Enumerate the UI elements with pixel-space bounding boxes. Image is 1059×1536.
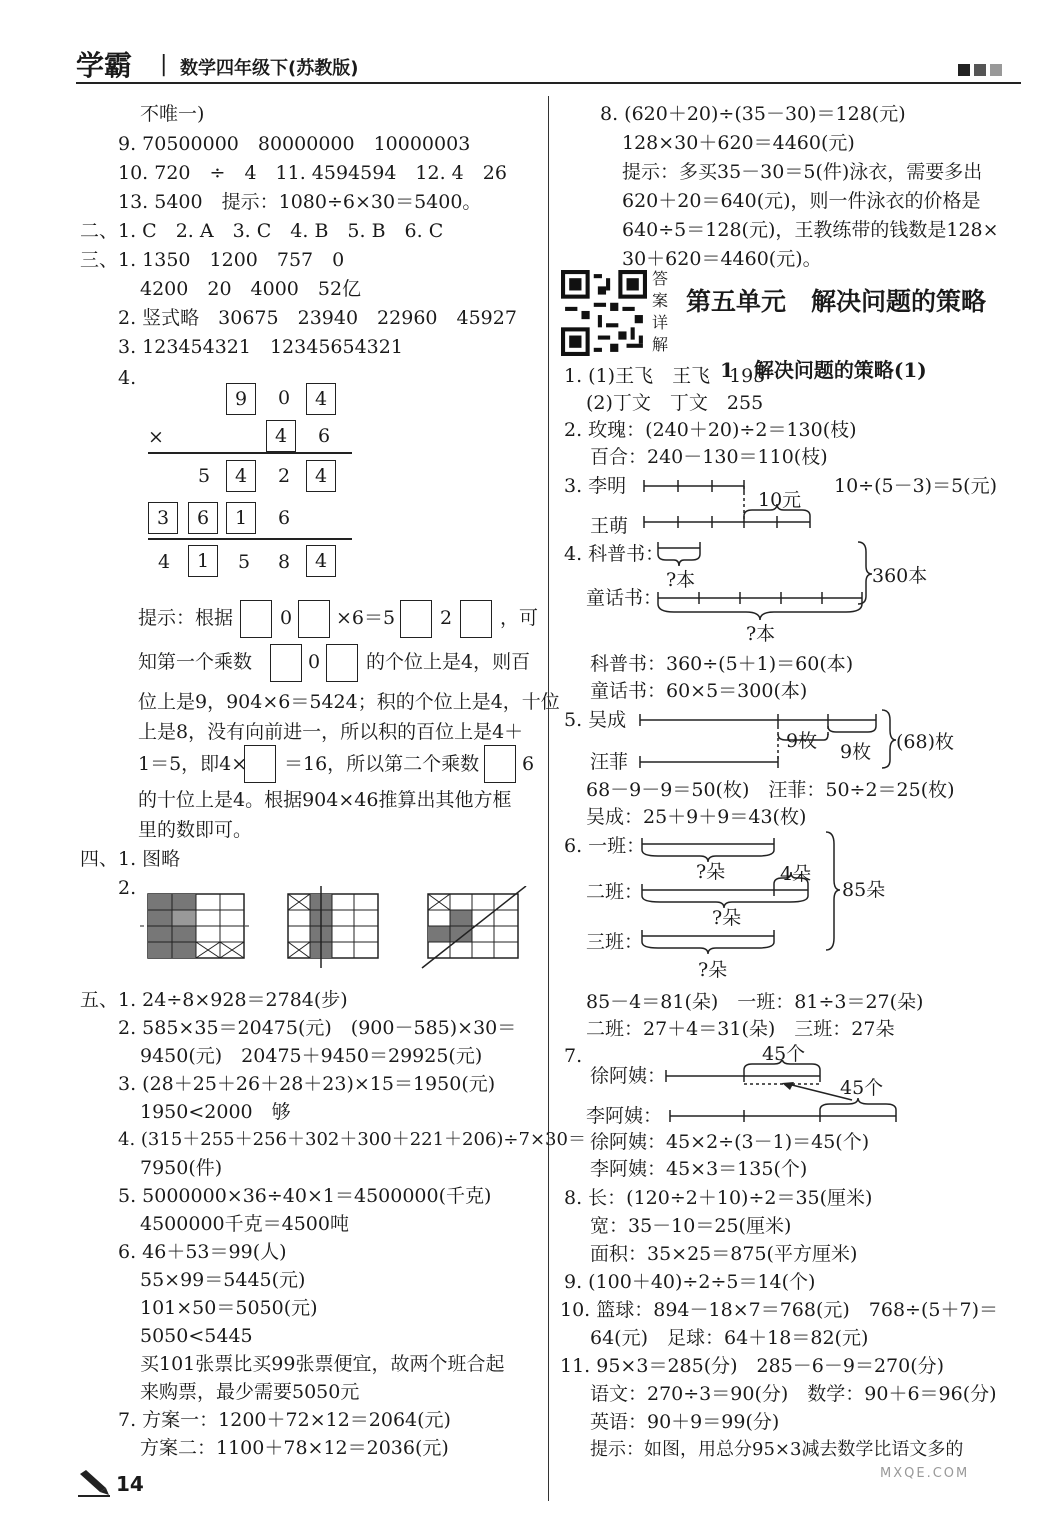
hint-text: ，可 bbox=[500, 607, 539, 629]
header-square-3 bbox=[990, 64, 1002, 76]
diagram-label: 3. 李明 bbox=[564, 475, 627, 497]
hint-text: 知第一个乘数 bbox=[138, 651, 253, 673]
blank-box bbox=[298, 600, 330, 638]
diagram-label: 6. 一班： bbox=[564, 835, 646, 857]
diagram-label: 4. 科普书： bbox=[564, 543, 665, 565]
diagram-tag: 45个 bbox=[840, 1077, 884, 1099]
answer-line: 面积：35×25＝875(平方厘米) bbox=[590, 1243, 858, 1265]
answer-line: 4500000千克＝4500吨 bbox=[140, 1213, 349, 1235]
answer-line: 李阿姨：45×3＝135(个) bbox=[590, 1158, 808, 1180]
answer-line: 百合：240－130＝110(枝) bbox=[590, 446, 828, 468]
hint-text: 的十位上是4。根据904×46推算出其他方框 bbox=[138, 789, 512, 811]
hint-text: 30＋620＝4460(元)。 bbox=[622, 248, 822, 270]
puzzle-box: 1 bbox=[226, 502, 256, 534]
blank-box bbox=[326, 644, 358, 682]
answer-line: 2. 585×35＝20475(元) (900－585)×30＝ bbox=[118, 1017, 517, 1039]
answer-line: 语文：270÷3＝90(分) 数学：90＋6＝96(分) bbox=[590, 1383, 997, 1405]
answer-line: 不唯一) bbox=[140, 103, 205, 125]
hint-text: 提示：根据 bbox=[138, 607, 234, 629]
hint-text: 提示：多买35－30＝5(件)泳衣，需要多出 bbox=[622, 161, 983, 183]
answer-line: 2. 竖式略 30675 23940 22960 45927 bbox=[118, 307, 517, 329]
section-5-answer: 五、1. 24÷8×928＝2784(步) bbox=[80, 989, 348, 1011]
answer-line: 童话书：60×5＝300(本) bbox=[590, 680, 808, 702]
answer-line: 7. bbox=[564, 1045, 583, 1067]
brand-logo: 学霸 bbox=[76, 49, 133, 82]
puzzle-digit: 8 bbox=[278, 551, 291, 573]
diagram-tag: 45个 bbox=[762, 1043, 806, 1065]
diagram-tag: 10元 bbox=[758, 489, 802, 511]
answer-line: 3. 123454321 12345654321 bbox=[118, 336, 403, 358]
hint-text: ×6＝5 bbox=[336, 607, 396, 629]
book-title: 数学四年级下(苏教版) bbox=[180, 58, 359, 79]
answer-line: 7. 方案一：1200＋72×12＝2064(元) bbox=[118, 1409, 451, 1431]
diagram-tag: ?朵 bbox=[696, 861, 726, 883]
header-square-2 bbox=[974, 64, 986, 76]
answer-line: 85－4＝81(朵) 一班：81÷3＝27(朵) bbox=[586, 991, 924, 1013]
puzzle-box: 4 bbox=[266, 420, 296, 452]
puzzle-box: 9 bbox=[226, 383, 256, 415]
rule bbox=[148, 538, 352, 540]
answer-line: 55×99＝5445(元) bbox=[140, 1269, 306, 1291]
answer-line: 2. 玫瑰：(240＋20)÷2＝130(枝) bbox=[564, 419, 857, 441]
diagram-label: 5. 吴成 bbox=[564, 709, 627, 731]
grid-1 bbox=[140, 894, 252, 958]
hint-text: 1＝5，即4× bbox=[138, 753, 248, 775]
watermark: MXQE.COM bbox=[880, 1466, 970, 1481]
blank-box bbox=[400, 600, 432, 638]
answer-line: 买101张票比买99张票便宜，故两个班合起 bbox=[140, 1353, 505, 1375]
diagram-label: 汪菲 bbox=[590, 751, 629, 773]
page-number: 14 bbox=[116, 1472, 144, 1496]
answer-line: 13. 5400 提示：1080÷6×30＝5400。 bbox=[118, 191, 482, 213]
puzzle-box: 4 bbox=[306, 383, 336, 415]
hint-text: ＝16，所以第二个乘数 bbox=[284, 753, 480, 775]
hint-text: 上是8，没有向前进一，所以积的百位上是4＋ bbox=[138, 721, 524, 743]
puzzle-digit: 5 bbox=[238, 551, 251, 573]
diagram-label: 李阿姨： bbox=[586, 1105, 663, 1127]
answer-line: 10. 篮球：894－18×7＝768(元) 768÷(5＋7)＝ bbox=[560, 1299, 998, 1321]
puzzle-box: 6 bbox=[188, 502, 218, 534]
puzzle-digit: 4 bbox=[158, 551, 171, 573]
answer-line: 1. (1)王飞 王飞 195 bbox=[564, 365, 766, 387]
hint-text: 2 bbox=[440, 607, 453, 629]
qr-caption: 答案详解 bbox=[652, 269, 669, 354]
diagram-tag: 360本 bbox=[872, 565, 928, 587]
answer-line: 宽：35－10＝25(厘米) bbox=[590, 1215, 792, 1237]
blank-box bbox=[460, 600, 492, 638]
diagram-tag: ?朵 bbox=[698, 959, 728, 981]
blank-box bbox=[270, 644, 302, 682]
puzzle-digit: 6 bbox=[278, 507, 291, 529]
diagram-tag: ?朵 bbox=[712, 907, 742, 929]
answer-line: 方案二：1100＋78×12＝2036(元) bbox=[140, 1437, 449, 1459]
puzzle-box: 3 bbox=[148, 502, 178, 534]
answer-line: 1950<2000 够 bbox=[140, 1101, 291, 1123]
puzzle-digit: 0 bbox=[278, 387, 291, 409]
symmetry-grids-figure bbox=[140, 886, 540, 976]
header-rule bbox=[76, 82, 1021, 84]
answer-line: 来购票，最少需要5050元 bbox=[140, 1381, 360, 1403]
diagram-label: 二班： bbox=[586, 881, 644, 903]
diagram-tag: (68)枚 bbox=[896, 731, 955, 753]
answer-line: 68－9－9＝50(枚) 汪菲：50÷2＝25(枚) bbox=[586, 779, 955, 801]
grid-3 bbox=[422, 886, 526, 968]
blank-box bbox=[244, 745, 276, 783]
puzzle-digit: 6 bbox=[318, 425, 331, 447]
hint-text: 6 bbox=[522, 753, 535, 775]
answer-line: 6. 46＋53＝99(人) bbox=[118, 1241, 287, 1263]
diagram-label: 徐阿姨： bbox=[590, 1065, 667, 1087]
section-2-answers: 二、1. C 2. A 3. C 4. B 5. B 6. C bbox=[80, 220, 444, 242]
rule bbox=[148, 452, 352, 454]
puzzle-box: 4 bbox=[306, 545, 336, 577]
puzzle-box: 1 bbox=[188, 545, 218, 577]
blank-box bbox=[484, 745, 516, 783]
header-separator: | bbox=[160, 52, 168, 77]
answer-line: 64(元) 足球：64＋18＝82(元) bbox=[590, 1327, 869, 1349]
answer-line: 5. 5000000×36÷40×1＝4500000(千克) bbox=[118, 1185, 492, 1207]
answer-line: 128×30＋620＝4460(元) bbox=[622, 132, 855, 154]
grid-2 bbox=[288, 886, 378, 968]
hint-text: 位上是9，904×6＝5424；积的个位上是4，十位 bbox=[138, 691, 560, 713]
diagram-label: 王萌 bbox=[590, 515, 629, 537]
hint-text: 里的数即可。 bbox=[138, 819, 253, 841]
diagram-label: 童话书： bbox=[586, 587, 663, 609]
qr-code[interactable] bbox=[561, 270, 647, 356]
answer-line: 吴成：25＋9＋9＝43(枚) bbox=[586, 806, 807, 828]
diagram-tag: 4朵 bbox=[780, 863, 812, 885]
diagram-tag: 9枚 bbox=[840, 741, 872, 763]
answer-line: 二班：27＋4＝31(朵) 三班：27朵 bbox=[586, 1018, 895, 1040]
answer-line: 2. bbox=[118, 877, 137, 899]
pencil-icon bbox=[76, 1468, 112, 1498]
hint-text: 620＋20＝640(元)，则一件泳衣的价格是 bbox=[622, 190, 981, 212]
hint-text: 0 bbox=[308, 651, 321, 673]
answer-line: 9450(元) 20475＋9450＝29925(元) bbox=[140, 1045, 483, 1067]
answer-line: 9. (100＋40)÷2÷5＝14(个) bbox=[564, 1271, 816, 1293]
answer-line: 5050<5445 bbox=[140, 1325, 253, 1347]
answer-line: 10. 720 ÷ 4 11. 4594594 12. 4 26 bbox=[118, 162, 507, 184]
hint-text: 提示：如图，用总分95×3减去数学比语文多的 bbox=[590, 1439, 964, 1460]
hint-text: 的个位上是4，则百 bbox=[366, 651, 531, 673]
lesson-title: 1 解决问题的策略(1) bbox=[720, 358, 927, 382]
answer-line: 7950(件) bbox=[140, 1157, 223, 1179]
answer-line: 英语：90＋9＝99(分) bbox=[590, 1411, 780, 1433]
header-square-1 bbox=[958, 64, 970, 76]
puzzle-box: 4 bbox=[226, 460, 256, 492]
answer-line: 科普书：360÷(5＋1)＝60(本) bbox=[590, 653, 854, 675]
answer-line: 101×50＝5050(元) bbox=[140, 1297, 318, 1319]
answer-line: 4. bbox=[118, 367, 137, 389]
arrow-head bbox=[782, 1082, 794, 1090]
diagram-tag: ?本 bbox=[746, 623, 776, 645]
section-3-answer: 三、1. 1350 1200 757 0 bbox=[80, 249, 345, 271]
diagram-tag: 9枚 bbox=[786, 730, 818, 752]
answer-line: (2)丁文 丁文 255 bbox=[586, 392, 764, 414]
answer-line: 3. (28＋25＋26＋28＋23)×15＝1950(元) bbox=[118, 1073, 496, 1095]
puzzle-digit: 2 bbox=[278, 465, 291, 487]
puzzle-digit: 5 bbox=[198, 465, 211, 487]
section-4-answer: 四、1. 图略 bbox=[80, 848, 181, 870]
answer-line: 9. 70500000 80000000 10000003 bbox=[118, 133, 471, 155]
column-divider bbox=[548, 96, 549, 1501]
diagram-tag: ?本 bbox=[666, 569, 696, 591]
puzzle-box: 4 bbox=[306, 460, 336, 492]
answer-line: 10÷(5－3)＝5(元) bbox=[834, 475, 998, 497]
unit-title: 第五单元 解决问题的策略 bbox=[686, 287, 987, 316]
answer-line: 4. (315＋255＋256＋302＋300＋221＋206)÷7×30＝ bbox=[118, 1129, 586, 1150]
answer-line: 4200 20 4000 52亿 bbox=[140, 278, 362, 300]
answer-line: 徐阿姨：45×2÷(3－1)＝45(个) bbox=[590, 1131, 870, 1153]
line-segment-diagram-6 bbox=[638, 828, 848, 958]
answer-line: 8. 长：(120÷2＋10)÷2＝35(厘米) bbox=[564, 1187, 873, 1209]
diagram-tag: 85朵 bbox=[842, 879, 886, 901]
answer-line: 8. (620＋20)÷(35－30)＝128(元) bbox=[600, 103, 906, 125]
hint-text: 640÷5＝128(元)，王教练带的钱数是128× bbox=[622, 219, 999, 241]
multiply-sign: × bbox=[148, 426, 164, 448]
hint-text: 0 bbox=[280, 607, 293, 629]
answer-line: 11. 95×3＝285(分) 285－6－9＝270(分) bbox=[560, 1355, 945, 1377]
diagram-label: 三班： bbox=[586, 931, 644, 953]
blank-box bbox=[240, 600, 272, 638]
